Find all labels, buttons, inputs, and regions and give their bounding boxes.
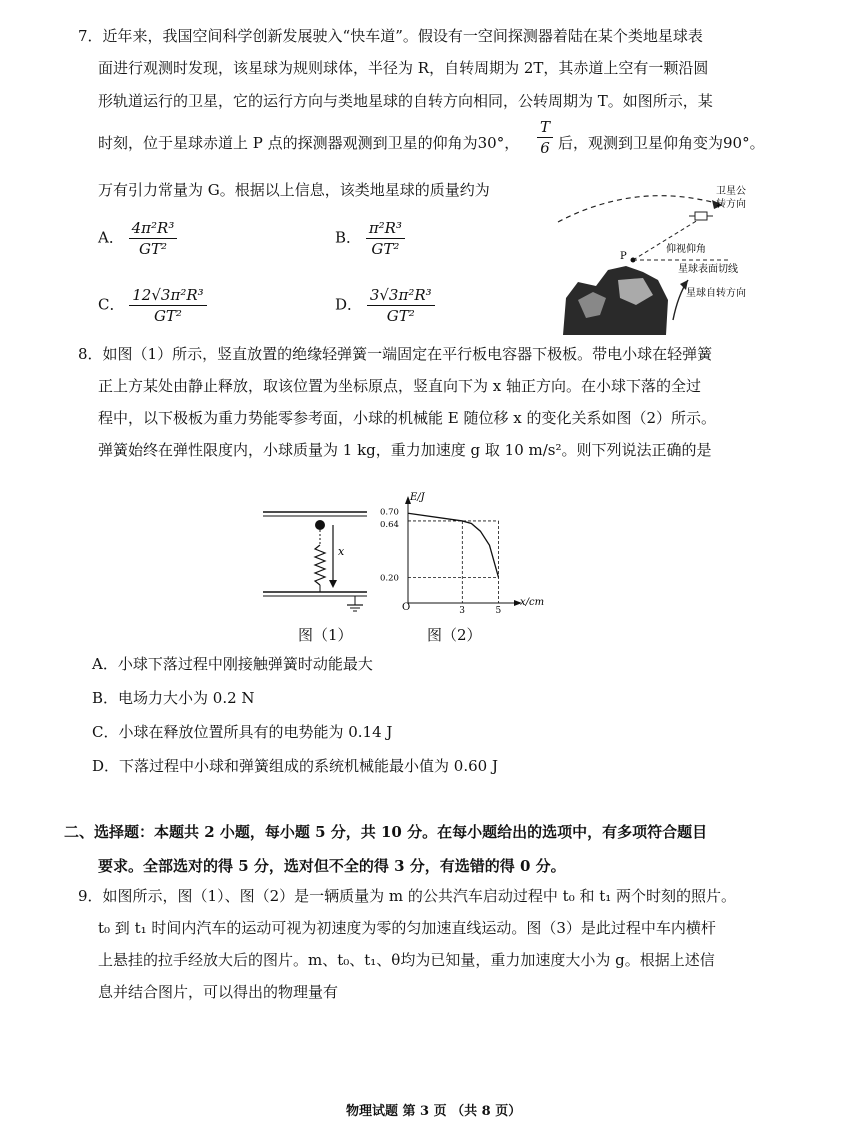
q7-line-4a: 时刻，位于星球赤道上 P 点的探测器观测到卫星的仰角为30°， (98, 134, 520, 152)
frac-numerator: T (537, 117, 553, 138)
page-footer: 物理试题 第 3 页 （共 8 页） (346, 1104, 522, 1119)
orbit-arc (558, 196, 723, 222)
q8-line-1: 8．如图（1）所示，竖直放置的绝缘轻弹簧一端固定在平行板电容器下极板。带电小球在轻弹簧 (78, 345, 713, 363)
chart-ylabel: E/J (410, 492, 425, 503)
q8-line-3: 程中，以下极板为重力势能零参考面，小球的机械能 E 随位移 x 的变化关系如图（2）所示。 (98, 409, 717, 427)
q8-line-4: 弹簧始终在弹性限度内，小球质量为 1 kg，重力加速度 g 取 10 m/s²。则下列说法正确的是 (98, 441, 712, 459)
ytick-label-0.64: 0.64 (380, 519, 399, 530)
ytick-label-0.70: 0.70 (380, 507, 399, 518)
x-label: x (338, 545, 345, 558)
label-elevation: 仰视仰角 (666, 244, 706, 255)
q7-option-c[interactable]: C． $\frac{\text{12√3π²R³}}{\text{GT²}}$ (98, 285, 207, 326)
q7-line-2: 面进行观测时发现，该星球为规则球体，半径为 R，自转周期为 2T，其赤道上空有一颗沿圆 (98, 59, 709, 77)
q7-line-5: 万有引力常量为 G。根据以上信息，该类地星球的质量约为 (98, 181, 490, 199)
q7-line-1: 7．近年来，我国空间科学创新发展驶入“快车道”。假设有一空间探测器着陆在某个类地星球表 (78, 27, 703, 45)
q8-option-b[interactable]: B．电场力大小为 0.2 N (92, 689, 255, 707)
q8-figure-1 (255, 500, 375, 620)
q8-option-d[interactable]: D．下落过程中小球和弹簧组成的系统机械能最小值为 0.60 J (92, 757, 498, 775)
section2-heading: 二、选择题：本题共 2 小题，每小题 5 分，共 10 分。在每小题给出的选项中，有多项符合题目 (64, 823, 708, 841)
label-tangent: 星球表面切线 (678, 264, 738, 275)
q8-option-c[interactable]: C．小球在释放位置所具有的电势能为 0.14 J (92, 723, 393, 741)
point-p (631, 258, 636, 263)
q7-option-b[interactable]: B． $\frac{\text{π²R³}}{\text{GT²}}$ (335, 218, 405, 259)
satellite-icon (689, 212, 713, 220)
xtick-label-5: 5 (495, 606, 502, 616)
chart-xlabel: x/cm (520, 597, 545, 608)
q7-option-a[interactable]: A． $\frac{\text{4π²R³}}{\text{GT²}}$ (98, 218, 177, 259)
q7-option-d[interactable]: D． $\frac{\text{3√3π²R³}}{\text{GT²}}$ (335, 285, 435, 326)
q7-inline-fraction (537, 117, 553, 158)
q9-line-4: 息并结合图片，可以得出的物理量有 (98, 983, 339, 1001)
charged-ball (315, 520, 325, 530)
section2-heading-2: 要求。全部选对的得 5 分，选对但不全的得 3 分，有选错的得 0 分。 (98, 857, 566, 875)
q7-line-3: 形轨道运行的卫星，它的运行方向与类地星球的自转方向相同，公转周期为 T。如图所示，某 (98, 92, 713, 110)
series-curve-E (408, 513, 499, 577)
label-rotation: 星球自转方向 (686, 288, 746, 299)
ytick-label-0.20: 0.20 (380, 573, 399, 584)
frac-denominator: 6 (540, 139, 550, 157)
q8-option-a[interactable]: A．小球下落过程中刚接触弹簧时动能最大 (92, 655, 373, 673)
q9-line-1: 9．如图所示，图（1）、图（2）是一辆质量为 m 的公共汽车启动过程中 t₀ 和 t₁ 两个时刻的照片。 (78, 887, 737, 905)
chart-origin: O (402, 602, 411, 613)
xtick-label-3: 3 (459, 606, 466, 616)
q9-line-2: t₀ 到 t₁ 时间内汽车的运动可视为初速度为零的匀加速直线运动。图（3）是此过程中车内横杆 (98, 919, 716, 937)
fig1-caption: 图（1） (298, 626, 353, 644)
label-orbit-2: 转方向 (716, 199, 746, 210)
fig2-caption: 图（2） (427, 626, 482, 644)
q8-chart-e-vs-x (378, 488, 556, 618)
q7-figure-satellite (548, 180, 778, 340)
q9-line-3: 上悬挂的拉手经放大后的图片。m、t₀、t₁、θ均为已知量，重力加速度大小为 g。根据上述信 (98, 951, 715, 969)
label-p: P (620, 251, 627, 262)
label-orbit-1: 卫星公 (716, 186, 746, 197)
spring (315, 545, 325, 585)
q8-line-2: 正上方某处由静止释放，取该位置为坐标原点，竖直向下为 x 轴正方向。在小球下落的全过 (98, 377, 701, 395)
q7-line-4b: 后，观测到卫星仰角变为90°。 (558, 134, 765, 152)
